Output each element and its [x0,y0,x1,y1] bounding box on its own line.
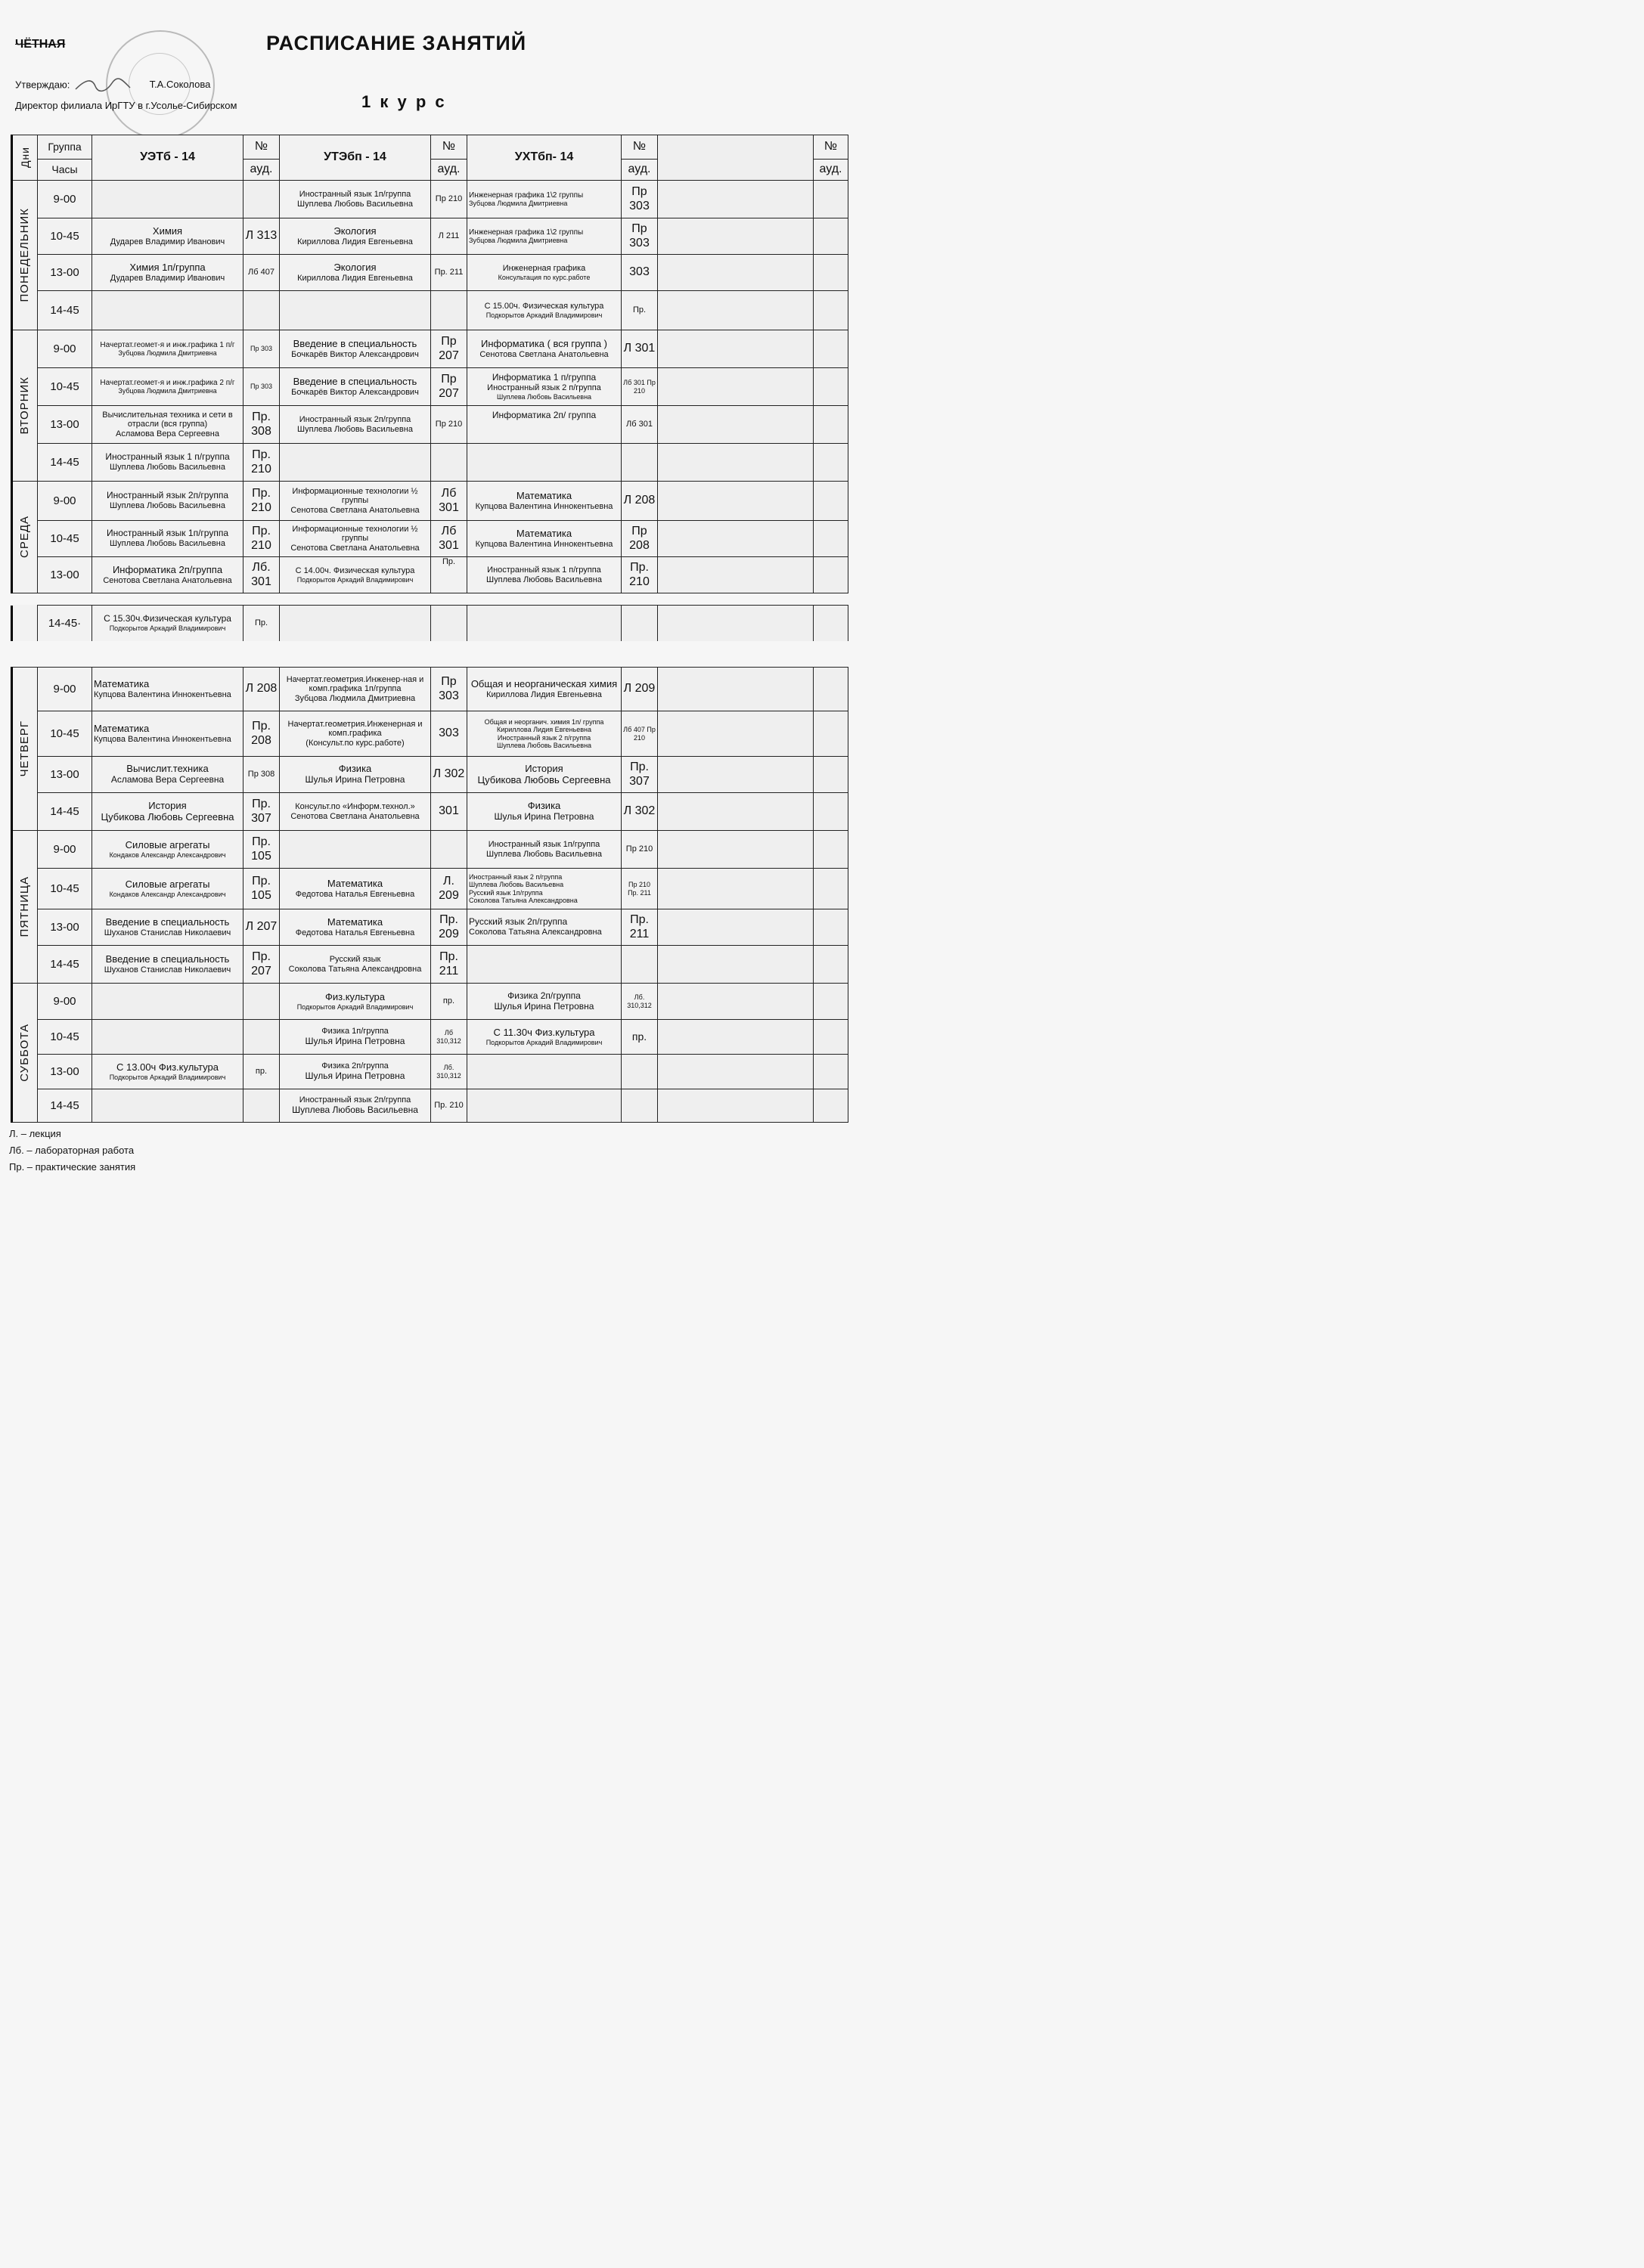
room-cell: Л. 209 [431,869,467,909]
room-cell [814,1055,848,1089]
lesson-cell [658,869,814,909]
lesson-cell [658,909,814,946]
room-cell: Лб 301 [622,406,658,444]
room-cell [814,330,848,368]
lesson-cell: Иностранный язык 1п/группа Шуплева Любовь Васильевна [467,831,622,869]
room-cell [243,291,280,330]
room-cell [431,831,467,869]
table-row [12,757,848,793]
approver-name: Т.А.Соколова [149,79,211,91]
room-header: № [431,135,467,160]
room-cell [814,757,848,793]
group-utebp-header: УТЭбп - 14 [280,135,431,181]
room-cell: Лб. 310,312 [622,984,658,1020]
room-header: № [814,135,848,160]
room-cell [243,181,280,218]
room-cell: Пр 208 [622,521,658,557]
lesson-cell [658,1055,814,1089]
lesson-cell [92,181,243,218]
room-cell [814,521,848,557]
table-row [12,218,848,255]
room-cell [243,984,280,1020]
time-cell: 9-00 [38,482,92,521]
room-cell: Л 208 [622,482,658,521]
room-cell [814,557,848,593]
lesson-cell [658,330,814,368]
lesson-cell: Вычислительная техника и сети в отрасли (вся группа) Асламова Вера Сергеевна [92,406,243,444]
room-cell [814,1020,848,1055]
room-cell [622,1089,658,1123]
legend-lecture: Л. – лекция [9,1128,61,1139]
time-cell: 14-45 [38,291,92,330]
time-cell: 10-45 [38,368,92,406]
lesson-cell [658,668,814,711]
room-cell: 301 [431,793,467,831]
room-cell: пр. [622,1020,658,1055]
day-wednesday: СРЕДА [12,482,38,593]
table-row [12,984,848,1020]
lesson-cell [467,606,622,642]
room-cell [243,1020,280,1055]
table-row [12,909,848,946]
parity-label: ЧЁТНАЯ [15,38,66,51]
lesson-cell: Экология Кириллова Лидия Евгеньевна [280,255,431,291]
lesson-cell: С 14.00ч. Физическая культура Подкорытов Аркадий Владимирович [280,557,431,593]
lesson-cell [280,444,431,482]
legend-lab: Лб. – лабораторная работа [9,1145,135,1156]
lesson-cell [658,291,814,330]
room-header: ауд. [243,160,280,181]
room-cell: Л 302 [622,793,658,831]
director-line: Директор филиала ИрГТУ в г.Усолье-Сибирском [15,100,237,111]
lesson-cell: Физика 2п/группа Шулья Ирина Петровна [467,984,622,1020]
room-cell: Пр. 210 [243,444,280,482]
lesson-cell: Введение в специальность Бочкарёв Виктор Александрович [280,330,431,368]
lesson-cell: Иностранный язык 2п/группа Шуплева Любовь Васильевна [280,1089,431,1123]
lesson-cell: С 11.30ч Физ.культура Подкорытов Аркадий Владимирович [467,1020,622,1055]
room-header: № [622,135,658,160]
lesson-cell [658,793,814,831]
group-uetb-header: УЭТб - 14 [92,135,243,181]
lesson-cell [658,711,814,757]
lesson-cell: История Цубикова Любовь Сергеевна [467,757,622,793]
time-cell: 13-00 [38,406,92,444]
day-wednesday-cont [12,606,38,642]
table-row [12,521,848,557]
time-cell: 9-00 [38,181,92,218]
lesson-cell: Математика Купцова Валентина Иннокентьевна [467,482,622,521]
lesson-cell: Иностранный язык 1 п/группа Шуплева Любовь Васильевна [467,557,622,593]
lesson-cell: Информатика ( вся группа ) Сенотова Светлана Анатольевна [467,330,622,368]
room-cell: Пр. [622,291,658,330]
lesson-cell [658,1020,814,1055]
lesson-cell [658,1089,814,1123]
lesson-cell [658,181,814,218]
room-cell: Лб 301 [431,482,467,521]
room-header: ауд. [431,160,467,181]
time-cell: 10-45 [38,711,92,757]
room-cell: Пр. 105 [243,869,280,909]
room-cell: Л 313 [243,218,280,255]
lesson-cell: Иностранный язык 2п/группа Шуплева Любовь Васильевна [280,406,431,444]
room-cell [622,444,658,482]
schedule-table-second-sheet [11,667,848,1123]
lesson-cell: Химия Дударев Владимир Иванович [92,218,243,255]
legend-practice: Пр. – практические занятия [9,1161,136,1173]
time-cell: 14-45 [38,946,92,984]
lesson-cell [467,1089,622,1123]
time-cell: 10-45 [38,1020,92,1055]
lesson-cell: Начертат.геометрия.Инженерная и комп.графика (Консульт.по курс.работе) [280,711,431,757]
room-cell [622,1055,658,1089]
lesson-cell: Русский язык 2п/группа Соколова Татьяна Александровна [467,909,622,946]
day-friday: ПЯТНИЦА [12,831,38,984]
lesson-cell [658,255,814,291]
room-header: № [243,135,280,160]
room-cell [814,218,848,255]
room-cell [243,1089,280,1123]
lesson-cell: Экология Кириллова Лидия Евгеньевна [280,218,431,255]
room-cell [814,668,848,711]
time-cell: 9-00 [38,831,92,869]
lesson-cell: Введение в специальность Шуханов Станислав Николаевич [92,909,243,946]
room-cell [814,482,848,521]
lesson-cell: Введение в специальность Шуханов Станислав Николаевич [92,946,243,984]
lesson-cell: Силовые агрегаты Кондаков Александр Александрович [92,869,243,909]
lesson-cell: Инженерная графика 1\2 группы Зубцова Людмила Дмитриевна [467,181,622,218]
lesson-cell: Физика Шулья Ирина Петровна [280,757,431,793]
room-header: ауд. [814,160,848,181]
lesson-cell: Общая и неорганич. химия 1п/ группа Кириллова Лидия Евгеньевна Иностранный язык 2 п/группа Шуплева Любовь Васильевна [467,711,622,757]
table-row [12,946,848,984]
table-row [12,444,848,482]
lesson-cell: История Цубикова Любовь Сергеевна [92,793,243,831]
room-cell: Пр. 307 [622,757,658,793]
room-cell: Пр. 307 [243,793,280,831]
room-cell [814,869,848,909]
room-cell [622,606,658,642]
lesson-cell: Физика 1п/группа Шулья Ирина Петровна [280,1020,431,1055]
lesson-cell: Химия 1п/группа Дударев Владимир Иванович [92,255,243,291]
lesson-cell: Начертат.геомет-я и инж.графика 1 п/г Зубцова Людмила Дмитриевна [92,330,243,368]
room-cell: Л 208 [243,668,280,711]
lesson-cell [658,557,814,593]
lesson-cell: Физ.культура Подкорытов Аркадий Владимирович [280,984,431,1020]
table-row [12,482,848,521]
day-saturday: СУББОТА [12,984,38,1123]
room-cell [814,291,848,330]
lesson-cell: Инженерная графика Консультация по курс.работе [467,255,622,291]
lesson-cell: Математика Купцова Валентина Иннокентьевна [92,711,243,757]
room-cell: Лб 301 [431,521,467,557]
table-row [12,793,848,831]
room-cell: Пр. 210 [243,482,280,521]
hours-header: Часы [38,160,92,181]
schedule-table-wednesday-end [11,605,848,642]
lesson-cell: С 13.00ч Физ.культура Подкорытов Аркадий Владимирович [92,1055,243,1089]
lesson-cell: Математика Купцова Валентина Иннокентьевна [92,668,243,711]
room-cell: Пр 210 [431,406,467,444]
room-cell: Пр 308 [243,757,280,793]
table-row [12,831,848,869]
room-cell [814,831,848,869]
time-cell: 13-00 [38,557,92,593]
day-monday: ПОНЕДЕЛЬНИК [12,181,38,330]
lesson-cell: Информационные технологии ½ группы Сенотова Светлана Анатольевна [280,482,431,521]
lesson-cell: Информатика 1 п/группа Иностранный язык 2 п/группа Шуплева Любовь Васильевна [467,368,622,406]
time-cell: 9-00 [38,330,92,368]
lesson-cell: Информатика 2п/ группа [467,406,622,444]
table-row [12,1089,848,1123]
room-cell: Л 209 [622,668,658,711]
lesson-cell [92,1020,243,1055]
time-cell: 10-45 [38,869,92,909]
room-cell [431,444,467,482]
room-cell: Пр 303 [622,218,658,255]
room-cell: 303 [431,711,467,757]
room-cell: Лб. 310,312 [431,1055,467,1089]
room-cell [814,181,848,218]
lesson-cell: Математика Федотова Наталья Евгеньевна [280,909,431,946]
room-cell: Лб 301 Пр 210 [622,368,658,406]
header-row [12,135,848,160]
lesson-cell [658,757,814,793]
approve-line [15,77,210,94]
day-thursday: ЧЕТВЕРГ [12,668,38,831]
approve-label: Утверждаю: [15,79,70,91]
time-cell: 13-00 [38,1055,92,1089]
room-cell: Пр 303 [243,330,280,368]
time-cell: 13-00 [38,757,92,793]
room-cell: пр. [431,984,467,1020]
empty-group-header [658,135,814,181]
room-cell: Лб 407 Пр 210 [622,711,658,757]
table-row [12,291,848,330]
time-cell: 14-45 [38,1089,92,1123]
lesson-cell: С 15.30ч.Физическая культура Подкорытов Аркадий Владимирович [92,606,243,642]
table-row [12,1055,848,1089]
room-header: ауд. [622,160,658,181]
table-row [12,368,848,406]
room-cell: Пр. [431,557,467,593]
lesson-cell: Русский язык Соколова Татьяна Александровна [280,946,431,984]
course-label: 1 к у р с [361,92,447,111]
room-cell: Пр. 208 [243,711,280,757]
room-cell: Пр. 207 [243,946,280,984]
lesson-cell: Математика Купцова Валентина Иннокентьевна [467,521,622,557]
room-cell [431,291,467,330]
lesson-cell: Физика 2п/группа Шулья Ирина Петровна [280,1055,431,1089]
table-row [12,557,848,593]
room-cell: Пр. [243,606,280,642]
lesson-cell [467,1055,622,1089]
lesson-cell: Иностранный язык 1п/группа Шуплева Любовь Васильевна [280,181,431,218]
room-cell: Пр. 105 [243,831,280,869]
lesson-cell: Иностранный язык 2 п/группа Шуплева Любовь Васильевна Русский язык 1п/группа Соколова Татьяна Александровна [467,869,622,909]
lesson-cell: С 15.00ч. Физическая культура Подкорытов Аркадий Владимирович [467,291,622,330]
room-cell: Пр 303 [431,668,467,711]
lesson-cell [658,946,814,984]
room-cell: Лб 310,312 [431,1020,467,1055]
room-cell [814,406,848,444]
room-cell: Пр 210 [431,181,467,218]
room-cell [431,606,467,642]
lesson-cell [658,606,814,642]
lesson-cell [92,1089,243,1123]
room-cell [814,606,848,642]
lesson-cell [467,444,622,482]
time-cell: 9-00 [38,984,92,1020]
days-header: Дни [12,135,38,181]
room-cell: Пр 207 [431,330,467,368]
room-cell: Пр. 211 [431,946,467,984]
room-cell: Пр. 211 [431,255,467,291]
room-cell: Пр 210 Пр. 211 [622,869,658,909]
lesson-cell: Введение в специальность Бочкарёв Виктор Александрович [280,368,431,406]
room-cell: Пр 207 [431,368,467,406]
room-cell: Л 207 [243,909,280,946]
lesson-cell [658,406,814,444]
lesson-cell [280,831,431,869]
lesson-cell [658,218,814,255]
lesson-cell: Математика Федотова Наталья Евгеньевна [280,869,431,909]
lesson-cell [658,368,814,406]
room-cell: 303 [622,255,658,291]
room-cell [814,793,848,831]
lesson-cell [280,606,431,642]
lesson-cell [658,444,814,482]
lesson-cell: Вычислит.техника Асламова Вера Сергеевна [92,757,243,793]
table-row [12,330,848,368]
room-cell: Лб. 301 [243,557,280,593]
table-row [12,711,848,757]
lesson-cell: Общая и неорганическая химия Кириллова Лидия Евгеньевна [467,668,622,711]
room-cell: Л 301 [622,330,658,368]
room-cell: Пр. 308 [243,406,280,444]
room-cell: Пр 303 [243,368,280,406]
room-cell [814,984,848,1020]
room-cell [814,711,848,757]
lesson-cell [92,984,243,1020]
room-cell: пр. [243,1055,280,1089]
lesson-cell: Иностранный язык 1п/группа Шуплева Любовь Васильевна [92,521,243,557]
table-row [12,869,848,909]
time-cell: 13-00 [38,255,92,291]
room-cell [814,1089,848,1123]
lesson-cell [658,831,814,869]
time-cell: 13-00 [38,909,92,946]
signature-icon [73,77,133,94]
lesson-cell [92,291,243,330]
time-cell: 14-45 [38,444,92,482]
room-cell: Пр. 209 [431,909,467,946]
group-uhtbp-header: УХТбп- 14 [467,135,622,181]
page-title: РАСПИСАНИЕ ЗАНЯТИЙ [266,32,527,54]
lesson-cell [280,291,431,330]
lesson-cell: Силовые агрегаты Кондаков Александр Александрович [92,831,243,869]
table-row [12,606,848,642]
group-header: Группа [38,135,92,160]
room-cell [814,444,848,482]
table-row [12,181,848,218]
lesson-cell [658,521,814,557]
lesson-cell [467,946,622,984]
lesson-cell: Начертат.геомет-я и инж.графика 2 п/г Зубцова Людмила Дмитриевна [92,368,243,406]
room-cell: Пр 303 [622,181,658,218]
lesson-cell: Информационные технологии ½ группы Сенотова Светлана Анатольевна [280,521,431,557]
room-cell [622,946,658,984]
time-cell: 10-45 [38,521,92,557]
lesson-cell: Начертат.геометрия.Инженер-ная и комп.графика 1п/группа Зубцова Людмила Дмитриевна [280,668,431,711]
room-cell: Пр. 211 [622,909,658,946]
lesson-cell: Инженерная графика 1\2 группы Зубцова Людмила Дмитриевна [467,218,622,255]
time-cell: 14-45· [38,606,92,642]
lesson-cell: Иностранный язык 1 п/группа Шуплева Любовь Васильевна [92,444,243,482]
room-cell: Л 211 [431,218,467,255]
schedule-table [11,135,848,593]
time-cell: 14-45 [38,793,92,831]
lesson-cell [658,482,814,521]
table-row [12,668,848,711]
table-row [12,255,848,291]
room-cell: Пр. 210 [431,1089,467,1123]
room-cell [814,946,848,984]
time-cell: 9-00 [38,668,92,711]
table-row [12,1020,848,1055]
page-break [0,596,859,605]
lesson-cell: Консульт.по «Информ.технол.» Сенотова Светлана Анатольевна [280,793,431,831]
page-break [0,641,859,667]
day-tuesday: ВТОРНИК [12,330,38,482]
room-cell [814,255,848,291]
lesson-cell [658,984,814,1020]
time-cell: 10-45 [38,218,92,255]
room-cell: Пр. 210 [243,521,280,557]
room-cell: Пр. 210 [622,557,658,593]
room-cell [814,909,848,946]
room-cell: Пр 210 [622,831,658,869]
table-row [12,406,848,444]
room-cell: Л 302 [431,757,467,793]
lesson-cell: Иностранный язык 2п/группа Шуплева Любовь Васильевна [92,482,243,521]
room-cell: Лб 407 [243,255,280,291]
lesson-cell: Физика Шулья Ирина Петровна [467,793,622,831]
lesson-cell: Информатика 2п/группа Сенотова Светлана Анатольевна [92,557,243,593]
room-cell [814,368,848,406]
